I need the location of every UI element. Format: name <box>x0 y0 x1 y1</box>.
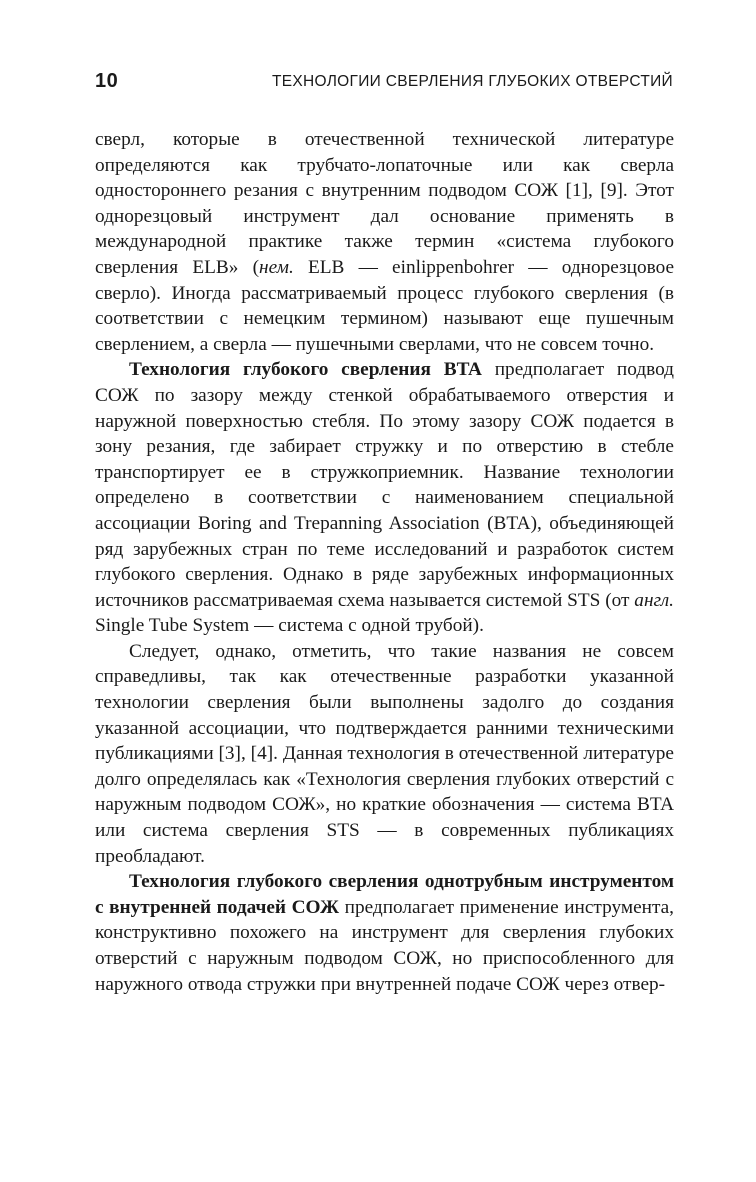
paragraph-bta <box>95 357 674 639</box>
paragraph-text: предполагает подвод СОЖ по зазору между стенкой обрабатываемого отверстия и наружной поверхностью стебля. По этому зазору СОЖ подается в зону резания, где забирает стружку и по отверстию в стебле транспортирует ее в стружкоприемник. Название технологии определено в соответствии с наименованием специальной ассоциации Boring and Trepanning Association (BTA), объединяющей ряд зарубежных стран по теме исследований и разработок систем глубокого сверления. Однако в ряде зарубежных информационных источников рассматриваемая схема называется системой STS (от <box>95 359 674 611</box>
paragraph-text: ELB — einlippenbohrer — однорезцовое сверло). Иногда рассматриваемый процесс глубокого сверления (в соответствии с немецким термином) называют еще пушечным сверлением, а сверла — пушечными сверлами, что не совсем точно. <box>95 256 675 355</box>
paragraph-elb <box>95 127 674 357</box>
page-header <box>95 70 673 100</box>
running-title: ТЕХНОЛОГИИ СВЕРЛЕНИЯ ГЛУБОКИХ ОТВЕРСТИЙ <box>271 73 673 90</box>
paragraph-text: Следует, однако, отметить, что такие названия не совсем справедливы, так как отечественные разработки указанной технологии сверления были выполнены задолго до создания указанной ассоциации, что подтверждается ранними техническими публикациями [3], [4]. Данная технология в отечественной литературе долго определялась как «Технология сверления глубоких отверстий с наружным подводом СОЖ», но краткие обозначения — система BTA или система сверления STS — в современных публикациях преобладают. <box>95 640 674 867</box>
paragraph-text: предполагает применение инструмента, конструктивно похожего на инструмент для сверления глубоких отверстий с наружным подводом СОЖ, но приспособленного для наружного отвода стружки при внутренней подаче СОЖ через отвер- <box>95 896 674 995</box>
page-number: 10 <box>95 70 119 92</box>
paragraph-lead-bold: Технология глубокого сверления однотрубным инструментом с внутренней подачей СОЖ <box>95 871 674 918</box>
body-text <box>95 127 674 997</box>
paragraph-text: сверл, которые в отечественной технической литературе определяются как трубчато-лопаточные или как сверла одностороннего резания с внутренним подводом СОЖ [1], [9]. Этот однорезцовый инструмент дал основание применять в международной практике также термин «система глубокого сверления ELB» ( <box>95 129 674 278</box>
paragraph-lead-bold: Технология глубокого сверления BTA <box>129 359 482 381</box>
abbreviation-italic: нем. <box>259 256 294 278</box>
paragraph-text: Single Tube System — система с одной трубой). <box>95 615 484 637</box>
abbreviation-italic: англ. <box>634 589 674 611</box>
paragraph-history <box>95 639 674 869</box>
paragraph-single-tube <box>95 869 674 997</box>
